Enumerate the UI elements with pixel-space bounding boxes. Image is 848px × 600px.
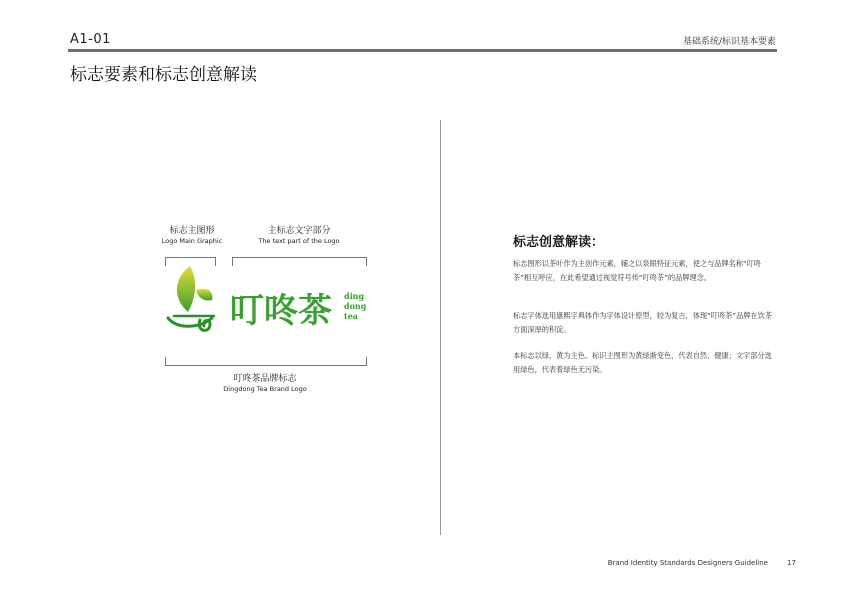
main-graphic-label-en: Logo Main Graphic: [161, 237, 223, 245]
text-part-label-zh: 主标志文字部分: [267, 226, 331, 236]
text-part-label: [244, 226, 354, 246]
header-rule: [68, 49, 777, 52]
brand-logo-label-zh: 叮咚茶品牌标志: [233, 374, 297, 384]
logo-pinyin-tea: tea: [344, 311, 358, 321]
logo-pinyin-ding: ding: [344, 291, 365, 301]
logo-interpretation-heading: 标志创意解读：: [513, 235, 605, 250]
section-title: 基础系统/标识基本要素: [682, 37, 776, 47]
interpretation-paragraph-1: 标志图形以茶叶作为主创作元素，辅之以泉眼特征元素，使之与品牌名称“叮咚茶”相互呼应，在此希望通过视觉符号传“叮咚茶”的品牌理念。: [513, 259, 762, 282]
interpretation-paragraph-2: 标志字体选用康熙字典体作为字体设计原型，较为复古，体现“叮咚茶”品牌在饮茶方面深厚的积淀。: [513, 311, 773, 334]
brand-logo-label-en: Dingdong Tea Brand Logo: [223, 385, 307, 393]
center-divider: [440, 120, 441, 535]
text-part-label-en: The text part of the Logo: [258, 237, 340, 245]
tea-leaf-large: [177, 266, 195, 312]
logo-chinese-text: 叮咚茶: [230, 291, 332, 331]
brand-logo-bracket: [165, 357, 367, 366]
logo-main-graphic: [168, 266, 214, 330]
page-number: 17: [787, 559, 796, 567]
brand-logo-label: [205, 374, 325, 394]
interpretation-paragraph-3: 本标志以绿、黄为主色。标识主图形为黄绿渐变色，代表自然、健康；文字部分选用绿色，代表着绿色无污染。: [513, 351, 772, 374]
page-title: 标志要素和标志创意解读: [70, 65, 257, 85]
page-code: A1-01: [70, 32, 111, 47]
main-graphic-label: [150, 226, 234, 246]
footer-guideline: Brand Identity Standards Designers Guideline: [607, 559, 768, 567]
main-graphic-label-zh: 标志主图形: [169, 226, 215, 236]
spring-swirl: [168, 318, 212, 330]
tea-leaf-small: [196, 289, 212, 301]
dingdong-tea-logo: [160, 262, 370, 342]
logo-pinyin-dong: dong: [344, 301, 367, 311]
